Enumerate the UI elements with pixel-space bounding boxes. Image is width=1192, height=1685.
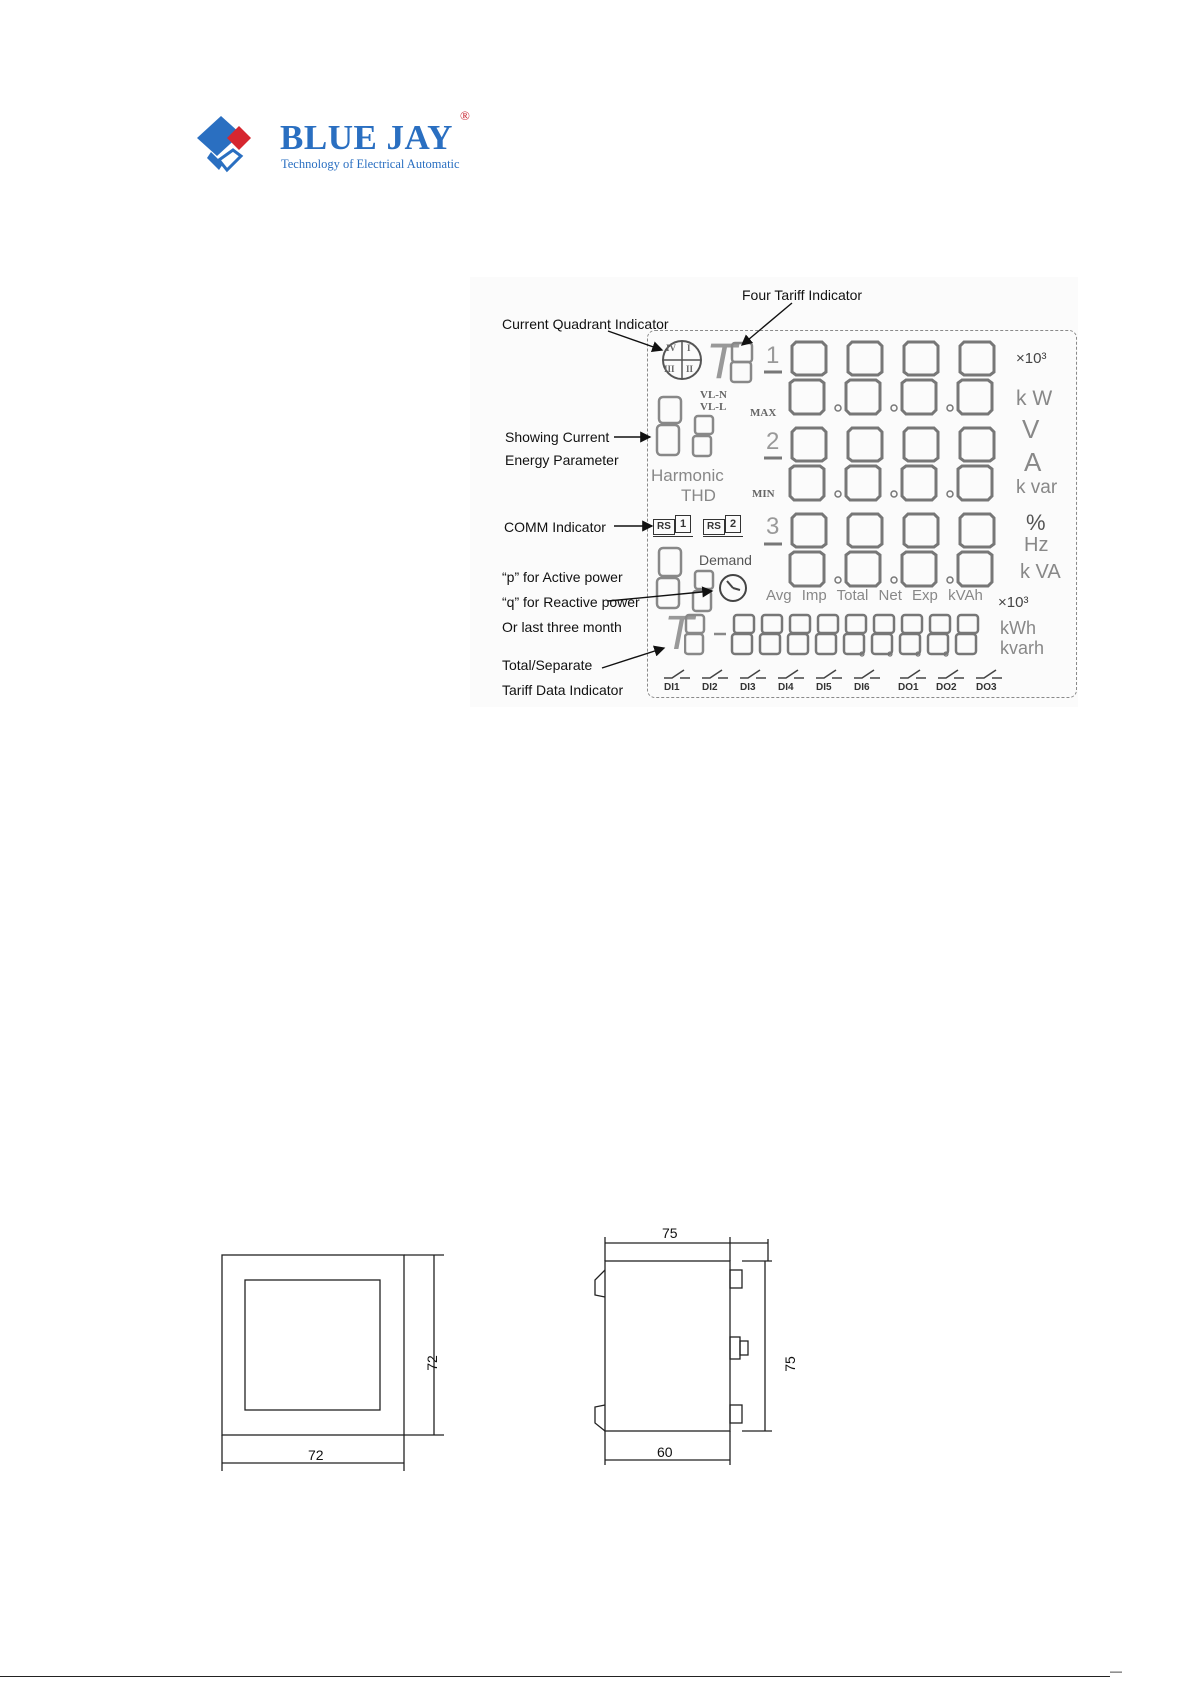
- io-di3: DI3: [740, 682, 756, 693]
- annotation-total-separate-2: Tariff Data Indicator: [502, 682, 624, 698]
- quadrant-iv: IV: [666, 343, 677, 353]
- annotation-comm: COMM Indicator: [504, 519, 606, 535]
- demand-label: Demand: [699, 552, 752, 568]
- dim-side-bottom: 60: [657, 1444, 673, 1460]
- io-di5: DI5: [816, 682, 832, 693]
- energy-label-total: Total: [836, 587, 869, 604]
- brand-registered-mark: ®: [460, 108, 470, 123]
- unit-kva: k VA: [1020, 561, 1061, 583]
- vll-label: VL-L: [700, 401, 727, 413]
- max-label: MAX: [750, 407, 777, 419]
- harmonic-label: Harmonic: [651, 466, 724, 485]
- dim-front-width: 72: [308, 1447, 324, 1463]
- rs2-number: 2: [725, 515, 741, 533]
- annotation-energy-param-1: Showing Current: [505, 429, 610, 445]
- annotation-arrows: [0, 0, 1192, 760]
- io-di6: DI6: [854, 682, 870, 693]
- annotation-last-month: Or last three month: [502, 619, 622, 635]
- energy-label-net: Net: [878, 587, 902, 604]
- footer-rule: [0, 1676, 1110, 1677]
- vln-label: VL-N: [700, 389, 727, 401]
- annotation-four-tariff: Four Tariff Indicator: [742, 287, 863, 303]
- annotation-q-reactive: “q” for Reactive power: [502, 594, 640, 610]
- energy-x10-3: ×10³: [998, 594, 1029, 611]
- thd-label: THD: [681, 486, 716, 505]
- footer-page-mark: —: [1110, 1664, 1122, 1678]
- row-number-2: 2: [766, 428, 780, 455]
- rs1-box: RS: [653, 519, 675, 535]
- row-number-1: 1: [766, 342, 780, 369]
- unit-v: V: [1022, 414, 1040, 444]
- rs2-box: RS: [703, 519, 725, 535]
- unit-percent: %: [1026, 510, 1046, 535]
- dim-side-height: 75: [781, 1356, 798, 1372]
- io-di2: DI2: [702, 682, 718, 693]
- min-label: MIN: [752, 488, 775, 500]
- dim-front-height: 72: [423, 1355, 440, 1371]
- io-do1: DO1: [898, 682, 919, 693]
- unit-x10-3: ×10³: [1016, 350, 1047, 367]
- quadrant-iii: III: [664, 364, 675, 374]
- energy-label-kvah: kVAh: [948, 587, 983, 604]
- dim-side-top: 75: [662, 1225, 678, 1241]
- annotation-quadrant: Current Quadrant Indicator: [502, 316, 669, 332]
- unit-hz: Hz: [1024, 534, 1049, 556]
- io-di1: DI1: [664, 682, 680, 693]
- unit-a: A: [1024, 447, 1042, 477]
- tariff-t-top: T: [706, 333, 737, 389]
- annotation-total-separate-1: Total/Separate: [502, 657, 593, 673]
- brand-name: BLUE JAY: [280, 118, 453, 157]
- io-do2: DO2: [936, 682, 957, 693]
- annotation-p-active: “p” for Active power: [502, 569, 623, 585]
- unit-kvarh: kvarh: [1000, 638, 1045, 658]
- annotation-energy-param-2: Energy Parameter: [505, 452, 619, 468]
- row-number-3: 3: [766, 513, 780, 540]
- rs1-number: 1: [675, 515, 691, 533]
- energy-label-exp: Exp: [912, 587, 938, 604]
- brand-tagline: Technology of Electrical Automatic: [281, 157, 460, 171]
- quadrant-i: I: [687, 343, 691, 353]
- energy-label-imp: Imp: [801, 587, 827, 604]
- tariff-t-bottom: T: [664, 607, 694, 660]
- io-do3: DO3: [976, 682, 997, 693]
- energy-label-avg: Avg: [766, 587, 792, 604]
- unit-kvar: k var: [1016, 477, 1058, 498]
- unit-kw: k W: [1016, 387, 1053, 410]
- dimension-drawings: [200, 1225, 800, 1480]
- io-di4: DI4: [778, 682, 794, 693]
- unit-kwh: kWh: [1000, 618, 1036, 638]
- quadrant-ii: II: [686, 364, 694, 374]
